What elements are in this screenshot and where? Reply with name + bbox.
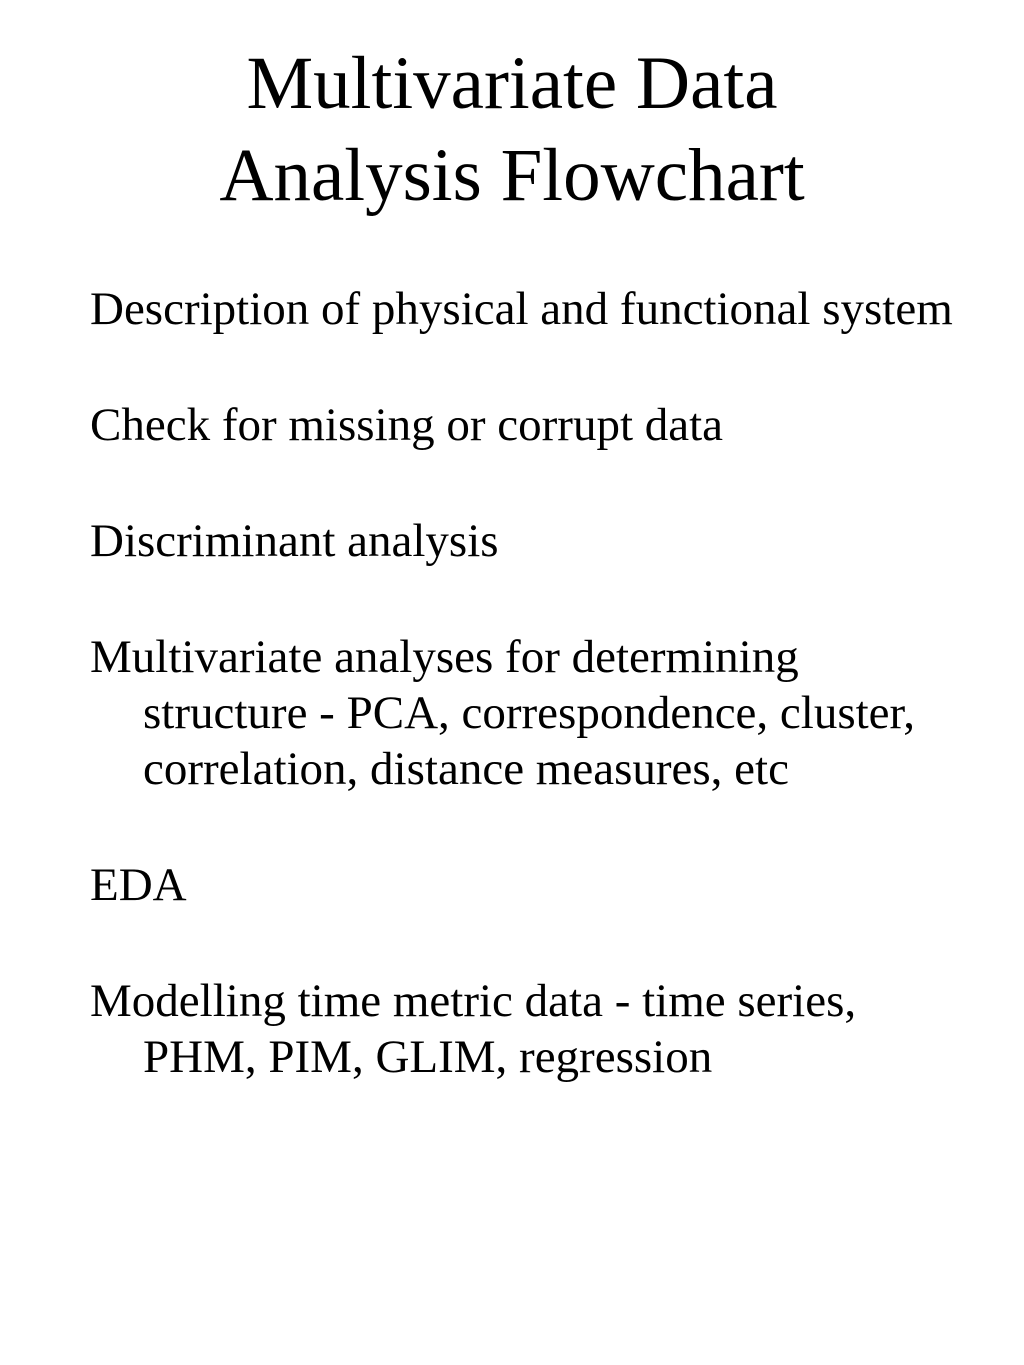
slide-title-line-1: Multivariate Data (246, 42, 778, 125)
slide-title (0, 38, 1024, 222)
step-multivariate-analyses: Multivariate analyses for determining structure - PCA, correspondence, cluster, correlation, distance measures, etc (90, 631, 916, 795)
step-time-metric-modelling: Modelling time metric data - time series, PHM, PIM, GLIM, regression (90, 975, 857, 1083)
step-system-description: Description of physical and functional system (90, 283, 953, 335)
step-discriminant-analysis: Discriminant analysis (90, 515, 499, 567)
step-data-check: Check for missing or corrupt data (90, 399, 724, 451)
flowchart-step-list (90, 281, 970, 1145)
step-eda: EDA (90, 859, 187, 911)
slide-title-line-2: Analysis Flowchart (219, 134, 805, 217)
